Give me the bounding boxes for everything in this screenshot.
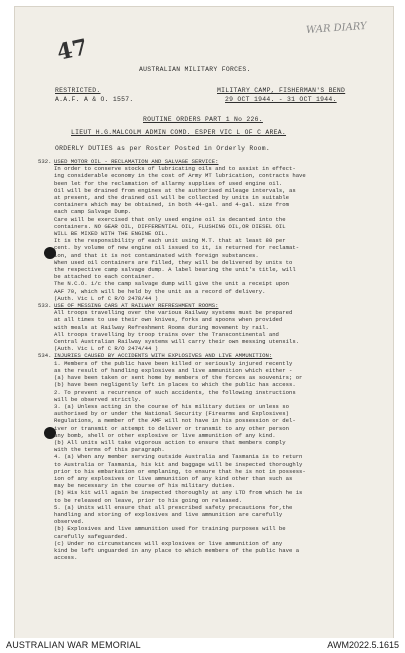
line-text: (Auth. Vic L of C R/O 2478/44 )	[54, 294, 159, 302]
line-text: kind be left unguarded in any place to which members of the public have a	[54, 546, 300, 554]
order-text-line	[54, 338, 386, 345]
line-text: (b) All units will take vigorous action to ensure that members comply	[54, 438, 286, 446]
line-text: with the terms of this paragraph.	[54, 446, 165, 454]
order-text-line	[54, 252, 386, 259]
commander-line: LIEUT H.G.MALCOLM ADMIN COMD. ESPER VIC L OF C AREA.	[71, 129, 287, 136]
order-text-line	[54, 230, 386, 237]
line-text: The N.C.O. i/c the camp salvage dump will give the unit a receipt upon	[54, 280, 289, 288]
order-text-line	[54, 417, 386, 424]
order-text-line	[54, 540, 386, 547]
line-text: USE OF MESSING CARS AT RAILWAY REFRESHMENT ROOMS:	[54, 302, 219, 310]
line-text: at all times to use their own knives, forks and spoons when provided	[54, 316, 283, 324]
order-text-line	[54, 208, 386, 215]
order-text-line	[54, 446, 386, 453]
order-text-line	[54, 554, 386, 561]
order-text-line	[54, 432, 386, 439]
line-text: each camp Salvage Dump.	[54, 208, 132, 216]
line-text: may be necessary in the course of his military duties.	[54, 482, 236, 490]
line-text: with meals at Railway Refreshment Rooms during movement by rail.	[54, 323, 269, 331]
order-number: 533.	[38, 302, 52, 310]
order-text-line	[54, 273, 386, 280]
line-text: as the result of handling explosives and live ammunition which either -	[54, 366, 293, 374]
corner-mark: 47	[54, 34, 90, 66]
line-text: 4. (a) When any member serving outside Australia and Tasmania is to return	[54, 453, 303, 461]
line-text: Regulations, a member of the AMF will not have in his possession or del-	[54, 417, 296, 425]
order-text-line	[54, 381, 386, 388]
order-text-line	[54, 345, 386, 352]
order-text-line	[54, 547, 386, 554]
line-text: WILL BE MIXED WITH THE ENGINE OIL.	[54, 230, 169, 238]
line-text: the respective camp salvage dump. A label bearing the unit's title, will	[54, 266, 296, 274]
line-text: (b) Explosives and live ammunition used for training purposes will be	[54, 525, 286, 533]
reference-number: AWM2022.5.1615	[327, 640, 399, 650]
order-text-line	[54, 511, 386, 518]
restricted-label: RESTRICTED.	[55, 87, 101, 94]
line-text: authorised by or under the National Security (Firearms and Explosives)	[54, 410, 289, 418]
order-text-line	[54, 288, 386, 295]
order-text-line	[54, 439, 386, 446]
line-text: carefully safeguarded.	[54, 532, 128, 540]
line-text: ion, and that it is not contaminated with foreign substances.	[54, 251, 259, 259]
order-text-line	[54, 410, 386, 417]
order-text-line	[54, 316, 386, 323]
line-text: ing considerable economy in the cost of Army MT lubrication, contracts have	[54, 172, 306, 180]
order-text-line	[54, 453, 386, 460]
line-text: (c) Under no circumstances will explosives or live ammunition of any	[54, 539, 283, 547]
order-text-line	[54, 475, 386, 482]
line-text: All troops travelling over the various Railway systems must be prepared	[54, 309, 293, 317]
line-text: been let for the reclamation of allarmy supplies of used engine oil.	[54, 179, 283, 187]
line-text: to Australia or Tasmania, his kit and baggage will be inspected thoroughly	[54, 460, 303, 468]
line-text: ion of any explosives or live ammunition of any kind other than such as	[54, 474, 293, 482]
line-text: Central Australian Railway systems will carry their own messing utensils.	[54, 338, 300, 346]
order-text-line	[54, 504, 386, 511]
order-text-line	[54, 403, 386, 410]
line-text: 3. (a) Unless acting in the course of his military duties or unless so	[54, 402, 289, 410]
line-text: (Auth. Vic L of C R/O 2474/44 )	[54, 345, 159, 353]
order-text-line	[54, 201, 386, 208]
line-text: handling and storing of explosives and live ammunition are carefully	[54, 510, 283, 518]
handwritten-note: WAR DIARY	[305, 20, 368, 37]
order-text-line	[54, 461, 386, 468]
line-text: (a) have been taken or sent home by members of the forces as souvenirs; or	[54, 374, 303, 382]
line-text: 1. Members of the public have been killed or seriously injured recently	[54, 359, 293, 367]
order-text-line	[54, 482, 386, 489]
order-text-line	[54, 309, 386, 316]
order-text-line	[54, 295, 386, 302]
line-text: containers. NO GEAR OIL, DIFFERENTIAL OIL, FLUSHING OIL,OR DIESEL OIL	[54, 222, 286, 230]
order-text-line	[54, 518, 386, 525]
order-text-line	[54, 223, 386, 230]
line-text: All troops travelling by troop trains over the Transcontinental and	[54, 330, 279, 338]
line-text: USED MOTOR OIL - RECLAMATION AND SALVAGE SERVICE:	[54, 158, 219, 165]
line-text: (b) His kit will again be inspected thoroughly at any LTD from which he is	[54, 489, 303, 497]
order-item-heading	[38, 158, 386, 165]
order-text-line	[54, 489, 386, 496]
line-text: 5. (a) Units will ensure that all prescribed safety precautions for,the	[54, 503, 293, 511]
order-text-line	[54, 180, 386, 187]
line-text: cent. by volume of new engine oil issued to it, is returned for reclamat-	[54, 244, 300, 252]
order-body	[38, 158, 386, 562]
line-text: containers which may be obtained, in both 44-gal. and 4-gal. size from	[54, 201, 289, 209]
order-text-line	[54, 396, 386, 403]
dates: 29 OCT 1944. - 31 OCT 1944.	[225, 96, 337, 103]
line-text: observed.	[54, 518, 85, 526]
order-text-line	[54, 468, 386, 475]
order-number: 534.	[38, 352, 52, 360]
line-text: iver or transmit or attempt to deliver or transmit to any other person	[54, 424, 289, 432]
line-text: It is the responsibility of each unit using M.T. that at least 80 per	[54, 237, 286, 245]
line-text: 2. To prevent a recurrence of such accidents, the following instructions	[54, 388, 296, 396]
footer-bar	[0, 638, 405, 653]
order-text-line	[54, 324, 386, 331]
order-item-heading	[38, 352, 386, 359]
line-text: be attached to each container.	[54, 273, 155, 281]
order-text-line	[54, 172, 386, 179]
line-text: (b) have been negligently left in places to which the public has access.	[54, 381, 296, 389]
order-text-line	[54, 266, 386, 273]
order-number: 532.	[38, 158, 52, 165]
order-text-line	[54, 360, 386, 367]
line-text: When used oil containers are filled, they will be delivered by units to	[54, 258, 293, 266]
order-text-line	[54, 425, 386, 432]
order-text-line	[54, 216, 386, 223]
order-text-line	[54, 194, 386, 201]
order-text-line	[54, 525, 386, 532]
order-text-line	[54, 374, 386, 381]
line-text: INJURIES CAUSED BY ACCIDENTS WITH EXPLOSIVES AND LIVE AMMUNITION:	[54, 352, 273, 360]
line-text: will be observed strictly.	[54, 395, 142, 403]
order-text-line	[54, 280, 386, 287]
line-text: any bomb, shell or other explosive or live ammunition of any kind.	[54, 431, 276, 439]
line-text: at present, and the drained oil will be collected by units in suitable	[54, 194, 289, 202]
order-text-line	[54, 389, 386, 396]
location: MILITARY CAMP, FISHERMAN'S BEND	[217, 87, 346, 94]
order-text-line	[54, 331, 386, 338]
line-text: Care will be exercised that only used engine oil is decanted into the	[54, 215, 286, 223]
routine-orders-title: ROUTINE ORDERS PART 1 No 226.	[143, 116, 263, 123]
line-text: Oil will be drained from engines at the authorised mileage intervals, as	[54, 186, 296, 194]
org-title: AUSTRALIAN MILITARY FORCES.	[139, 66, 251, 73]
orderly-duties: ORDERLY DUTIES as per Roster Posted in Orderly Room.	[55, 145, 271, 152]
order-text-line	[54, 367, 386, 374]
line-text: access.	[54, 554, 78, 562]
order-text-line	[54, 237, 386, 244]
order-text-line	[54, 165, 386, 172]
order-text-line	[54, 497, 386, 504]
institution-label: AUSTRALIAN WAR MEMORIAL	[6, 640, 141, 650]
order-item-heading	[38, 302, 386, 309]
form-ref: A.A.F. A & O. 1557.	[55, 96, 134, 103]
order-text-line	[54, 244, 386, 251]
order-text-line	[54, 259, 386, 266]
line-text: prior to his embarkation or emplaning, to ensure that he is not in possess-	[54, 467, 306, 475]
order-text-line	[54, 187, 386, 194]
line-text: In order to conserve stocks of lubricating oils and to assist in effect-	[54, 165, 296, 173]
line-text: AAF 70, which will be held by the unit as a record of delivery.	[54, 287, 266, 295]
line-text: to be released on leave, prior to his going on released.	[54, 496, 242, 504]
order-text-line	[54, 533, 386, 540]
